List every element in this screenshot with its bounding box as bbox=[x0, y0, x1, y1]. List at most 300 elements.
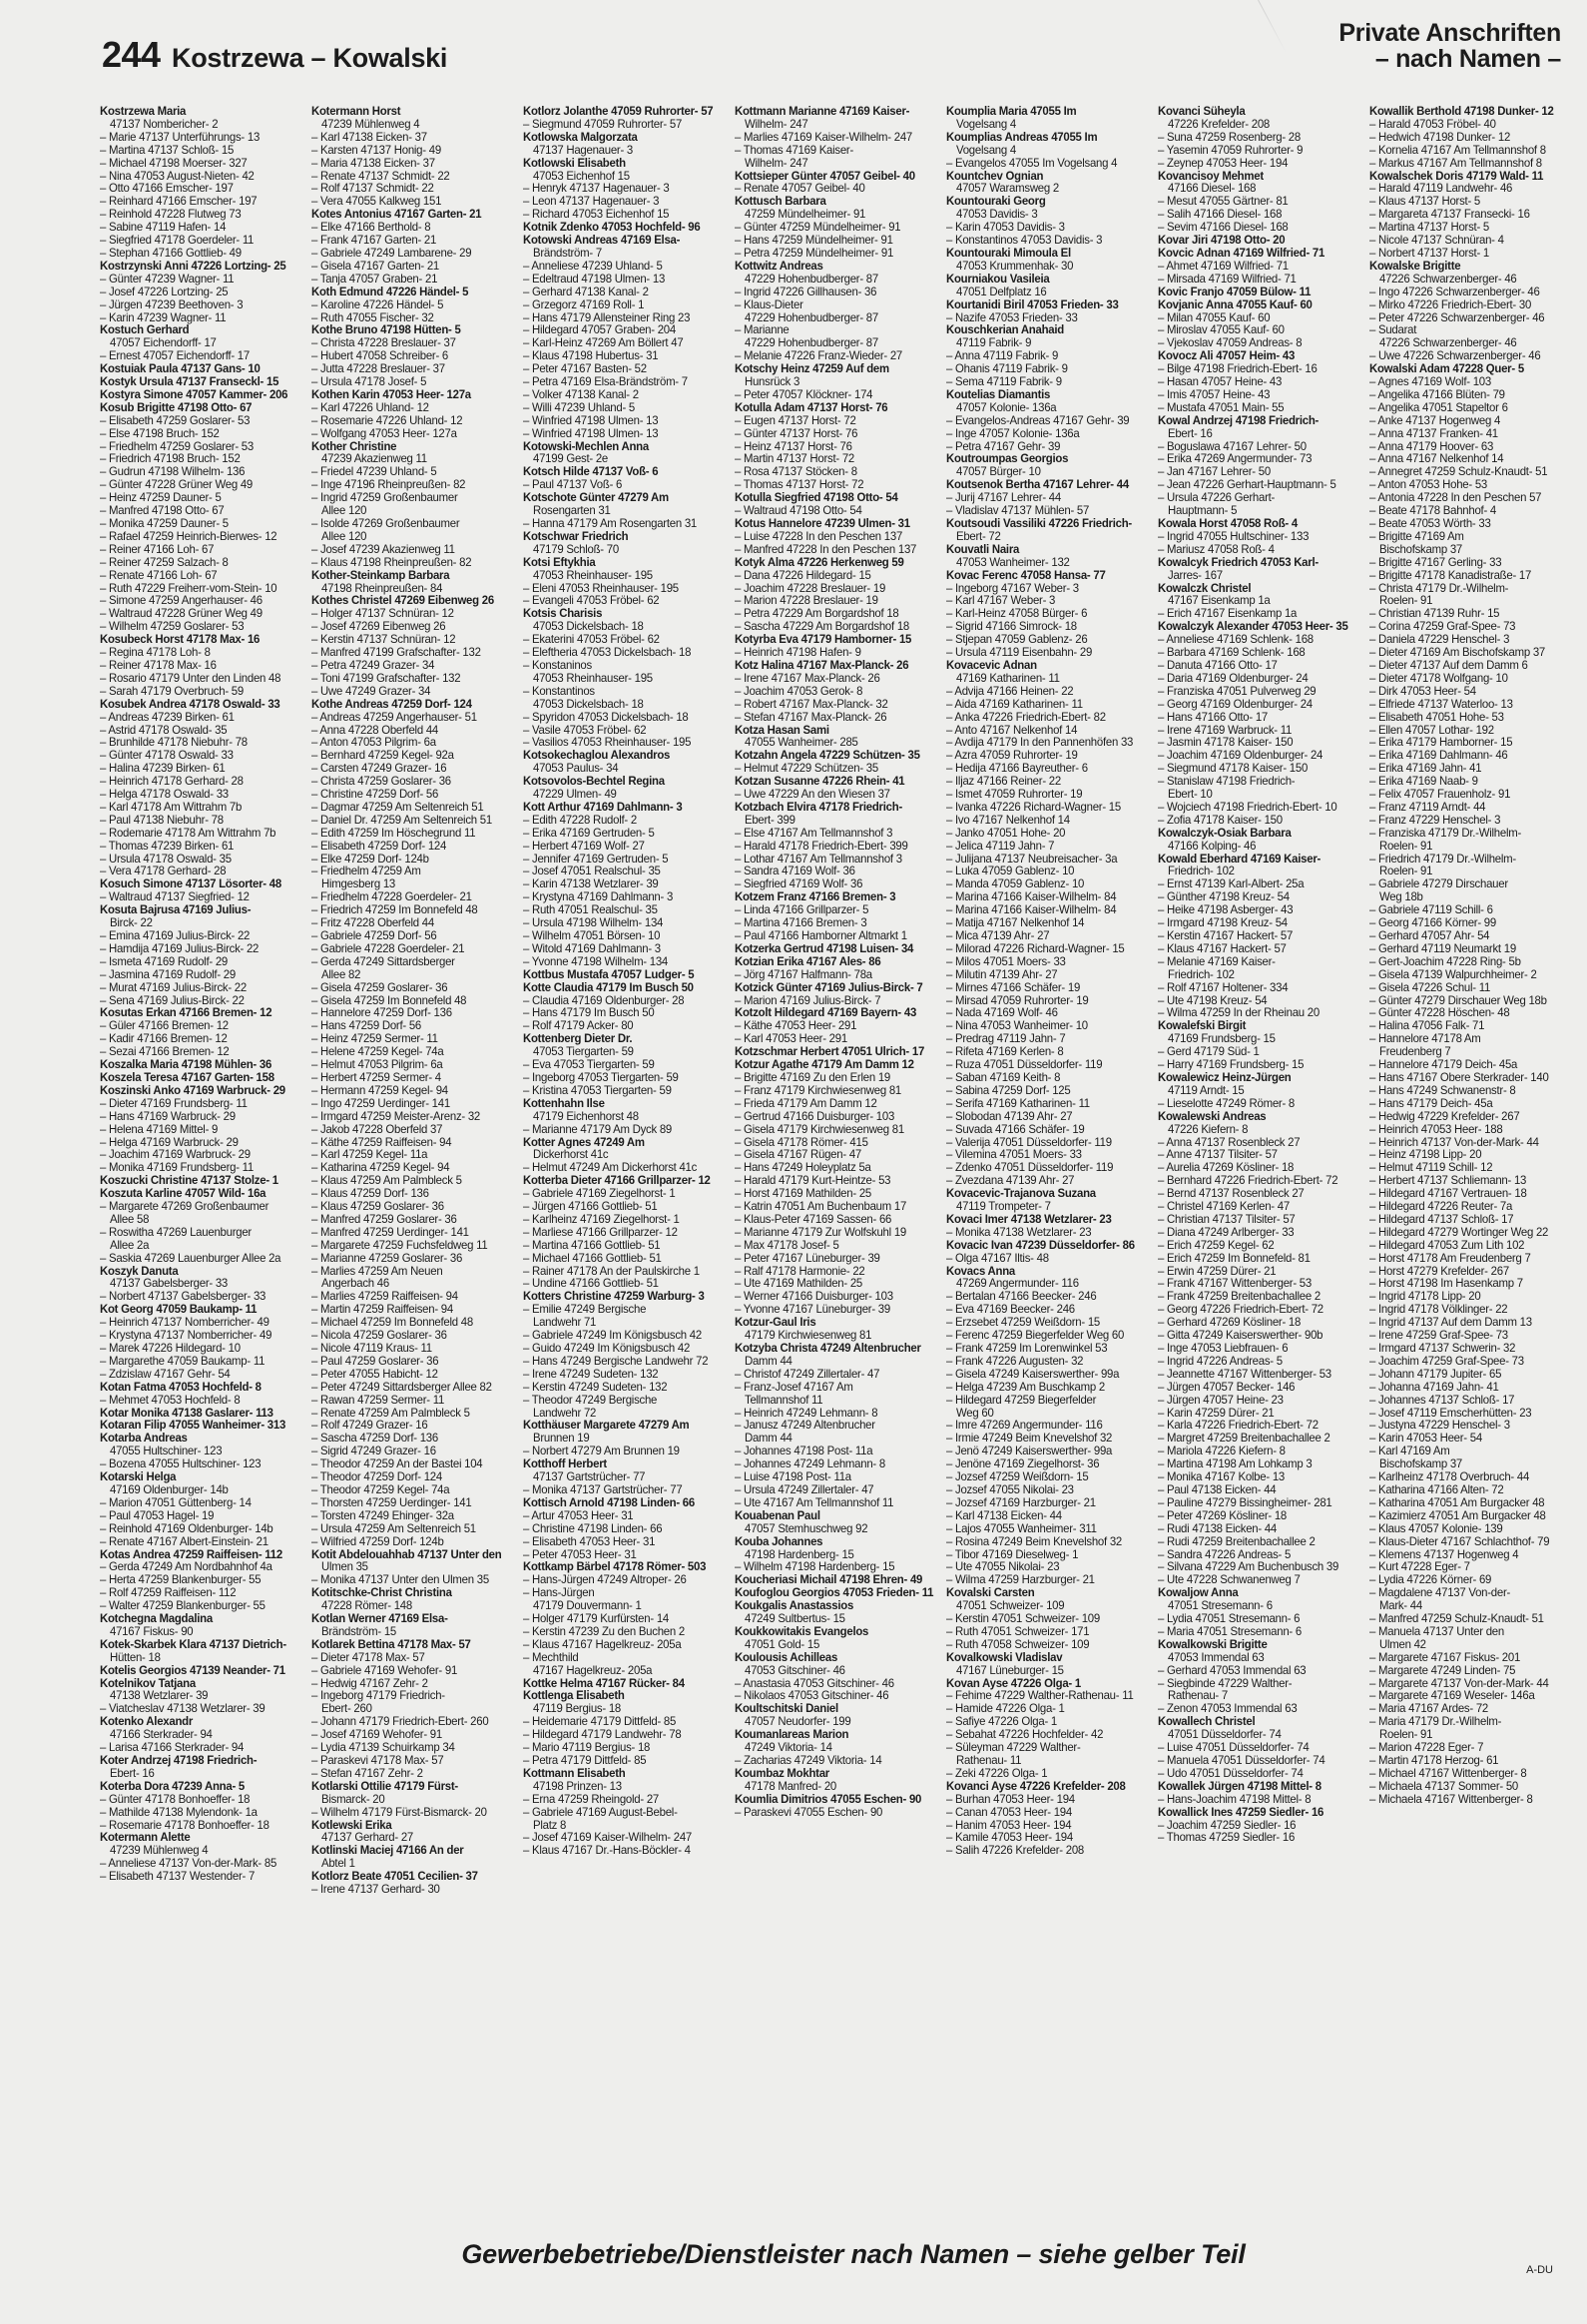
directory-entry: – Käthe 47259 Raiffeisen- 94 bbox=[311, 1136, 452, 1149]
directory-entry: Platz 8 bbox=[533, 1819, 567, 1832]
directory-entry: – Lothar 47167 Am Tellmannshof 3 bbox=[735, 853, 902, 866]
directory-entry: – Hans 47179 Im Busch 50 bbox=[523, 1007, 655, 1020]
directory-entry: 47057 Bürger- 10 bbox=[956, 466, 1041, 479]
directory-entry: 47198 Hardenberg- 15 bbox=[745, 1548, 854, 1561]
directory-entry: – Marina 47166 Kaiser-Wilhelm- 84 bbox=[946, 891, 1117, 904]
directory-entry: – Mechthild bbox=[523, 1651, 579, 1664]
directory-entry: Kountouraki Georg bbox=[946, 196, 1046, 209]
directory-entry: Kowalefski Birgit bbox=[1158, 1020, 1247, 1033]
directory-entry: – Olga 47167 Iltis- 48 bbox=[946, 1252, 1049, 1265]
directory-entry: – Uwe 47229 An den Wiesen 37 bbox=[735, 788, 890, 802]
directory-entry: Kovacs Anna bbox=[946, 1265, 1015, 1278]
directory-entry: – Nada 47169 Wolf- 46 bbox=[946, 1007, 1058, 1020]
directory-entry: – Ursula 47259 Am Seltenreich 51 bbox=[311, 1522, 476, 1535]
directory-entry: – Beate 47053 Wörth- 33 bbox=[1369, 517, 1491, 531]
directory-entry: Kovanci Süheyla bbox=[1158, 106, 1246, 119]
directory-entry: – Monika 47167 Kolbe- 13 bbox=[1158, 1470, 1285, 1484]
directory-entry: – Suvada 47166 Schäfer- 19 bbox=[946, 1123, 1085, 1136]
directory-entry: – Dieter 47169 Frundsberg- 11 bbox=[100, 1097, 248, 1110]
directory-entry: – Harry 47169 Frundsberg- 15 bbox=[1158, 1058, 1305, 1072]
directory-entry: – Luka 47059 Gablenz- 10 bbox=[946, 866, 1075, 878]
directory-entry: – Joachim 47259 Graf-Spee- 73 bbox=[1369, 1355, 1524, 1369]
directory-entry: – Zdzislaw 47167 Gehr- 54 bbox=[100, 1368, 231, 1381]
directory-entry: 47053 Eichenhof 15 bbox=[533, 170, 630, 183]
directory-entry: – Margarete 47167 Fiskus- 201 bbox=[1369, 1651, 1521, 1664]
directory-entry: – Mathilde 47138 Mylendonk- 1a bbox=[100, 1806, 258, 1819]
directory-entry: – Anna 47167 Nelkenhof 14 bbox=[1369, 453, 1504, 466]
directory-entry: – Güler 47166 Bremen- 12 bbox=[100, 1020, 229, 1033]
directory-entry: Kotte Claudia 47179 Im Busch 50 bbox=[523, 981, 694, 994]
directory-entry: – Brigitte 47169 Am bbox=[1369, 530, 1464, 544]
directory-entry: – Käthe 47053 Heer- 291 bbox=[735, 1020, 857, 1033]
directory-entry: – Edith 47259 Im Höschegrund 11 bbox=[311, 827, 476, 840]
directory-entry: – Margarethe 47059 Baukamp- 11 bbox=[100, 1355, 265, 1369]
directory-entry: – Saskia 47269 Lauenburger Allee 2a bbox=[100, 1252, 281, 1265]
directory-entry: – Lydia 47139 Schuirkamp 34 bbox=[311, 1741, 455, 1755]
directory-entry: – Stefan 47167 Zehr- 2 bbox=[311, 1767, 423, 1781]
directory-entry: – Hildegard 47179 Landwehr- 78 bbox=[523, 1729, 682, 1742]
directory-entry: – Helene 47259 Kegel- 74a bbox=[311, 1046, 444, 1059]
directory-entry: – Kurt 47228 Eger- 7 bbox=[1369, 1561, 1470, 1574]
directory-entry: – Jan 47167 Lehrer- 50 bbox=[1158, 466, 1271, 479]
directory-entry: Koterba Dora 47239 Anna- 5 bbox=[100, 1780, 246, 1793]
directory-entry: – Nina 47053 Wanheimer- 10 bbox=[946, 1020, 1088, 1033]
directory-entry: – Zacharias 47249 Viktoria- 14 bbox=[735, 1754, 882, 1768]
directory-entry: – Marion 47228 Eger- 7 bbox=[1369, 1741, 1484, 1755]
directory-entry: – Hans 47167 Obere Sterkrader- 140 bbox=[1369, 1071, 1549, 1085]
directory-entry: – Marianne 47259 Goslarer- 36 bbox=[311, 1252, 463, 1265]
directory-entry: 47167 Eisenkamp 1a bbox=[1168, 595, 1271, 608]
directory-entry: – Sigrid 47166 Simrock- 18 bbox=[946, 621, 1077, 634]
directory-entry: – Marliese 47166 Grillparzer- 12 bbox=[523, 1226, 678, 1239]
directory-entry: – Torsten 47249 Ehinger- 32a bbox=[311, 1509, 454, 1522]
directory-entry: Koufoglou Georgios 47053 Frieden- 11 bbox=[735, 1587, 934, 1600]
directory-entry: Kowald Eberhard 47169 Kaiser- bbox=[1158, 853, 1322, 866]
directory-entry: – Henryk 47137 Hagenauer- 3 bbox=[523, 183, 670, 196]
directory-entry: – Evangelos-Andreas 47167 Gehr- 39 bbox=[946, 414, 1130, 427]
directory-entry: – Anastasia 47053 Gitschiner- 46 bbox=[735, 1677, 894, 1690]
directory-entry: – Aida 47169 Katharinen- 11 bbox=[946, 698, 1083, 711]
directory-entry: 47239 Akazienweg 11 bbox=[321, 453, 427, 466]
directory-entry: Kouba Johannes bbox=[735, 1535, 823, 1548]
directory-entry: – Ursula 47119 Eisenbahn- 29 bbox=[946, 646, 1093, 660]
directory-entry: – Marianne 47179 Zur Wolfskuhl 19 bbox=[735, 1226, 906, 1239]
directory-entry: – Elke 47259 Dorf- 124b bbox=[311, 853, 429, 866]
directory-entry: – Martin 47178 Herzog- 61 bbox=[1369, 1754, 1499, 1768]
directory-entry: – Ingrid 47055 Hultschiner- 133 bbox=[1158, 530, 1310, 544]
directory-entry: – Harald 47179 Kurt-Heintze- 53 bbox=[735, 1175, 891, 1188]
directory-entry: – Renate 47167 Albert-Einstein- 21 bbox=[100, 1535, 268, 1548]
directory-entry: 47269 Angermunder- 116 bbox=[956, 1278, 1079, 1291]
directory-entry: 47137 Hagenauer- 3 bbox=[533, 144, 633, 157]
directory-entry: – Anne 47137 Tilsiter- 57 bbox=[1158, 1149, 1278, 1162]
directory-entry: Koutelias Diamantis bbox=[946, 388, 1051, 402]
directory-entry: – Anna 47137 Rosenbleck 27 bbox=[1158, 1136, 1301, 1149]
directory-entry: 47051 Stresemann- 6 bbox=[1168, 1599, 1273, 1613]
directory-columns bbox=[100, 106, 1575, 2202]
directory-entry: – Ursula 47178 Josef- 5 bbox=[311, 375, 427, 389]
directory-column-2 bbox=[311, 106, 517, 2202]
directory-entry: – Agnes 47169 Wolf- 103 bbox=[1369, 375, 1491, 389]
directory-entry: – Rosa 47137 Stöcken- 8 bbox=[735, 466, 857, 479]
directory-entry: 47179 Schloß- 70 bbox=[533, 543, 619, 556]
directory-entry: 47138 Wetzlarer- 39 bbox=[110, 1690, 209, 1703]
directory-entry: 47057 Neudorfer- 199 bbox=[745, 1716, 851, 1729]
directory-entry: – Wilma 47259 Harzburger- 21 bbox=[946, 1574, 1095, 1587]
directory-entry: Kotzan Susanne 47226 Rhein- 41 bbox=[735, 775, 905, 789]
directory-entry: Koumplia Maria 47055 Im bbox=[946, 106, 1077, 119]
directory-entry: – Rosario 47179 Unter den Linden 48 bbox=[100, 672, 281, 685]
directory-entry: – Yvonne 47167 Lüneburger- 39 bbox=[735, 1304, 890, 1317]
directory-entry: – Erich 47259 Kegel- 62 bbox=[1158, 1239, 1275, 1252]
directory-entry: – Else 47167 Am Tellmannshof 3 bbox=[735, 827, 893, 840]
directory-entry: – Helmut 47229 Schützen- 35 bbox=[735, 763, 878, 776]
directory-entry: – Hannelore 47179 Deich- 45a bbox=[1369, 1058, 1518, 1072]
directory-entry: – Klaus-Dieter bbox=[735, 298, 803, 311]
directory-entry: – Anneliese 47239 Uhland- 5 bbox=[523, 260, 663, 273]
directory-entry: – Gudrun 47198 Wilhelm- 136 bbox=[100, 466, 246, 479]
directory-entry: – Bozena 47055 Hultschiner- 123 bbox=[100, 1458, 262, 1471]
directory-entry: – Peter 47057 Klöckner- 174 bbox=[735, 388, 873, 402]
directory-entry: Angerbach 46 bbox=[321, 1278, 389, 1291]
directory-entry: 47051 Schweizer- 109 bbox=[956, 1599, 1065, 1613]
directory-entry: Kovan Ayse 47226 Olga- 1 bbox=[946, 1677, 1081, 1690]
directory-entry: – Aurelia 47269 Kösliner- 18 bbox=[1158, 1162, 1295, 1175]
directory-entry: Kotchegna Magdalina bbox=[100, 1612, 213, 1626]
directory-entry: 47226 Kiefern- 8 bbox=[1168, 1123, 1249, 1136]
directory-entry: – Evangelos 47055 Im Vogelsang 4 bbox=[946, 157, 1118, 170]
directory-entry: – Karin 47053 Heer- 54 bbox=[1369, 1433, 1482, 1446]
directory-entry: – Witold 47169 Dahlmann- 3 bbox=[523, 942, 661, 956]
directory-entry: – Viatcheslav 47138 Wetzlarer- 39 bbox=[100, 1703, 265, 1716]
directory-entry: – Erika 47169 Jahn- 41 bbox=[1369, 763, 1482, 776]
directory-entry: – Angelika 47051 Stapeltor 6 bbox=[1369, 401, 1508, 414]
directory-entry: Kotschwar Friedrich bbox=[523, 530, 629, 544]
directory-entry: 47053 Immendal 63 bbox=[1168, 1651, 1265, 1664]
directory-entry: – Irene 47259 Graf-Spee- 73 bbox=[1369, 1329, 1508, 1343]
directory-entry: Kowallik Berthold 47198 Dunker- 12 bbox=[1369, 106, 1554, 119]
directory-entry: Kotyrba Eva 47179 Hamborner- 15 bbox=[735, 634, 912, 647]
directory-entry: Wilhelm- 247 bbox=[745, 118, 808, 132]
directory-entry: Kowalski Adam 47228 Quer- 5 bbox=[1369, 362, 1524, 376]
directory-entry: 47053 Krummenhak- 30 bbox=[956, 260, 1074, 273]
directory-entry: – Heidemarie 47179 Dittfeld- 85 bbox=[523, 1716, 677, 1729]
directory-entry: – Daniela 47229 Henschel- 3 bbox=[1369, 634, 1510, 647]
directory-entry: Kotas Andrea 47259 Raiffeisen- 112 bbox=[100, 1548, 282, 1561]
directory-entry: – Hildegard 47137 Schloß- 17 bbox=[1369, 1213, 1514, 1227]
directory-entry: – Antonia 47228 In den Peschen 57 bbox=[1369, 492, 1542, 505]
directory-entry: – Heinrich 47249 Lehmann- 8 bbox=[735, 1407, 878, 1420]
directory-entry: Kotaran Filip 47055 Wanheimer- 313 bbox=[100, 1420, 286, 1433]
directory-entry: – Erzsebet 47259 Weißdorn- 15 bbox=[946, 1317, 1100, 1330]
directory-entry: – Helena 47169 Mittel- 9 bbox=[100, 1123, 219, 1136]
directory-entry: – Karl 47178 Am Wittrahm 7b bbox=[100, 801, 243, 815]
directory-entry: – Dana 47226 Hildegard- 15 bbox=[735, 569, 871, 582]
directory-entry: – Sezai 47166 Bremen- 12 bbox=[100, 1046, 230, 1059]
directory-entry: – Frieda 47179 Am Damm 12 bbox=[735, 1097, 877, 1110]
directory-entry: – Iljaz 47166 Reiner- 22 bbox=[946, 775, 1061, 789]
directory-entry: – Rolf 47249 Grazer- 16 bbox=[311, 1420, 428, 1433]
directory-entry: – Ute 47198 Kreuz- 54 bbox=[1158, 994, 1268, 1007]
directory-entry: – Marek 47226 Hildegard- 10 bbox=[100, 1342, 241, 1356]
directory-entry: – Gisela 47167 Rügen- 47 bbox=[735, 1149, 861, 1162]
directory-entry: Himgesberg 13 bbox=[321, 878, 395, 891]
directory-entry: – Klaus-Dieter 47167 Schlachthof- 79 bbox=[1369, 1535, 1550, 1548]
directory-entry: – Anna 47228 Oberfeld 44 bbox=[311, 724, 438, 737]
directory-entry: – Imre 47269 Angermunder- 116 bbox=[946, 1420, 1103, 1433]
directory-entry: Kotan Fatma 47053 Hochfeld- 8 bbox=[100, 1381, 262, 1394]
directory-entry: – Petra 47259 Mündelheimer- 91 bbox=[735, 247, 894, 261]
directory-entry: – Christa 47228 Breslauer- 37 bbox=[311, 337, 456, 350]
directory-entry: 47239 Mühlenweg 4 bbox=[321, 118, 420, 132]
directory-entry: – Ferenc 47259 Biegerfelder Weg 60 bbox=[946, 1329, 1125, 1343]
directory-entry: 47051 Gold- 15 bbox=[745, 1638, 820, 1651]
directory-entry: – Gisela 47259 Im Bonnefeld 48 bbox=[311, 994, 467, 1007]
directory-entry: – Christel 47169 Kerlen- 47 bbox=[1158, 1200, 1290, 1214]
directory-entry: – Dieter 47178 Max- 57 bbox=[311, 1651, 425, 1664]
directory-entry: – Konstantinos 47053 Davidis- 3 bbox=[946, 234, 1103, 248]
directory-entry: – Heinz 47259 Sermer- 11 bbox=[311, 1033, 438, 1046]
directory-entry: Kowalewicz Heinz-Jürgen bbox=[1158, 1071, 1292, 1085]
directory-entry: Ebert- 16 bbox=[1168, 427, 1213, 440]
directory-entry: Kotermann Alette bbox=[100, 1832, 191, 1845]
directory-entry: – Helga 47239 Am Buschkamp 2 bbox=[946, 1381, 1105, 1394]
directory-entry: – Jenöne 47169 Ziegelhorst- 36 bbox=[946, 1458, 1100, 1471]
directory-entry: – Advija 47166 Heinen- 22 bbox=[946, 685, 1074, 698]
directory-entry: Kotowski Andreas 47169 Elsa- bbox=[523, 234, 681, 248]
directory-entry: Kotar Monika 47138 Gaslarer- 113 bbox=[100, 1407, 273, 1420]
directory-entry: – Peter 47226 Schwarzenberger- 46 bbox=[1369, 311, 1545, 324]
directory-entry: – Hans 47166 Otto- 17 bbox=[1158, 711, 1268, 724]
directory-entry: Kowalczyk-Osiak Barbara bbox=[1158, 827, 1292, 840]
directory-entry: – Erika 47169 Gertruden- 5 bbox=[523, 827, 655, 840]
directory-entry: – Heinrich 47137 Nomberricher- 49 bbox=[100, 1317, 269, 1330]
directory-entry: Kountchev Ognian bbox=[946, 170, 1044, 183]
directory-entry: – Sandra 47226 Andreas- 5 bbox=[1158, 1548, 1292, 1561]
directory-entry: Kotthäuser Margarete 47279 Am bbox=[523, 1420, 690, 1433]
directory-entry: – Vilemina 47051 Moers- 33 bbox=[946, 1149, 1082, 1162]
directory-entry: 47199 Gest- 2e bbox=[533, 453, 609, 466]
directory-entry: – Safiye 47226 Olga- 1 bbox=[946, 1716, 1058, 1729]
directory-entry: 47053 Rheinhauser- 195 bbox=[533, 672, 653, 685]
directory-entry: – Helga 47178 Oswald- 33 bbox=[100, 788, 229, 802]
directory-entry: – Peter 47269 Kösliner- 18 bbox=[1158, 1509, 1288, 1522]
directory-entry: Kowalewski Andreas bbox=[1158, 1110, 1267, 1123]
directory-entry: – Irene 47169 Warbruck- 11 bbox=[1158, 724, 1293, 737]
directory-entry: – Gerhard 47053 Immendal 63 bbox=[1158, 1664, 1307, 1677]
directory-entry: – Barbara 47169 Schlenk- 168 bbox=[1158, 646, 1306, 660]
directory-entry: – Josef 47269 Eibenweg 26 bbox=[311, 621, 446, 634]
directory-entry: – Sema 47119 Fabrik- 9 bbox=[946, 375, 1062, 389]
page-header bbox=[0, 0, 1587, 95]
directory-entry: – Hannelore 47178 Am bbox=[1369, 1033, 1481, 1046]
directory-entry: – Justyna 47229 Henschel- 3 bbox=[1369, 1420, 1510, 1433]
directory-entry: – Ernest 47057 Eichendorff- 17 bbox=[100, 350, 250, 363]
directory-entry: – Melanie 47169 Kaiser- bbox=[1158, 955, 1276, 968]
directory-entry: – Suna 47259 Rosenberg- 28 bbox=[1158, 131, 1301, 144]
directory-entry: – Ursula 47198 Wilhelm- 134 bbox=[523, 916, 664, 930]
directory-entry: 47053 Tiergarten- 59 bbox=[533, 1046, 634, 1059]
directory-entry: – Joachim 47169 Oldenburger- 24 bbox=[1158, 750, 1323, 763]
directory-entry: 47229 Hohenbudberger- 87 bbox=[745, 311, 878, 324]
directory-entry: Kott Arthur 47169 Dahlmann- 3 bbox=[523, 801, 683, 815]
directory-entry: – Silvana 47229 Am Buchenbusch 39 bbox=[1158, 1561, 1339, 1574]
directory-entry: – Marina 47166 Kaiser-Wilhelm- 84 bbox=[946, 904, 1117, 917]
directory-entry: Kotyk Alma 47226 Herkenweg 59 bbox=[735, 556, 904, 569]
directory-entry: Kotsch Hilde 47137 Voß- 6 bbox=[523, 466, 659, 479]
directory-entry: – Miroslav 47055 Kauf- 60 bbox=[1158, 324, 1285, 337]
directory-entry: – Joachim 47169 Warbruck- 29 bbox=[100, 1149, 251, 1162]
directory-entry: – Theodor 47249 Bergische bbox=[523, 1394, 658, 1407]
directory-entry: – Katharina 47051 Am Burgacker 48 bbox=[1369, 1496, 1545, 1509]
directory-entry: Kotek-Skarbek Klara 47137 Dietrich- bbox=[100, 1638, 286, 1651]
directory-entry: – Karin 47259 Dürer- 21 bbox=[1158, 1407, 1275, 1420]
directory-entry: – Elisabeth 47259 Goslarer- 53 bbox=[100, 414, 251, 427]
directory-entry: – Robert 47167 Max-Planck- 32 bbox=[735, 698, 888, 711]
directory-entry: – Saban 47169 Keith- 8 bbox=[946, 1071, 1061, 1085]
directory-entry: – Ingeborg 47167 Weber- 3 bbox=[946, 582, 1079, 595]
directory-entry: Koszalka Maria 47198 Mühlen- 36 bbox=[100, 1058, 272, 1072]
directory-entry: – Karin 47138 Wetzlarer- 39 bbox=[523, 878, 659, 891]
directory-entry: – Jozsef 47055 Nikolai- 23 bbox=[946, 1483, 1074, 1497]
directory-entry: – Ingrid 47259 Großenbaumer bbox=[311, 492, 458, 505]
directory-entry: – Mirsada 47169 Wilfried- 71 bbox=[1158, 273, 1297, 286]
directory-entry: – Günter 47178 Oswald- 33 bbox=[100, 750, 234, 763]
directory-entry: – Margarete 47169 Weseler- 146a bbox=[1369, 1690, 1535, 1703]
directory-entry: – Gerd 47179 Süd- 1 bbox=[1158, 1046, 1260, 1059]
directory-entry: – Marion 47169 Julius-Birck- 7 bbox=[735, 994, 881, 1007]
directory-entry: 47249 Sultbertus- 15 bbox=[745, 1612, 845, 1626]
directory-entry: – Josef 47119 Emscherhütten- 23 bbox=[1369, 1407, 1532, 1420]
directory-entry: – Klemens 47137 Hogenweg 4 bbox=[1369, 1548, 1519, 1561]
directory-entry: Kotz Halina 47167 Max-Planck- 26 bbox=[735, 659, 909, 673]
corner-code: A-DU bbox=[1526, 2264, 1553, 2276]
directory-entry: 47166 Kolping- 46 bbox=[1168, 840, 1257, 853]
directory-entry: – Gisela 47178 Römer- 415 bbox=[735, 1136, 868, 1149]
directory-entry: – Waltraud 47137 Siegfried- 12 bbox=[100, 891, 250, 904]
directory-entry: – Anneliese 47169 Schlenk- 168 bbox=[1158, 634, 1314, 647]
directory-entry: Kotzolt Hildegard 47169 Bayern- 43 bbox=[735, 1007, 917, 1020]
directory-entry: – Anke 47137 Hogenweg 4 bbox=[1369, 414, 1501, 427]
directory-entry: – Maria 47051 Stresemann- 6 bbox=[1158, 1625, 1302, 1639]
directory-entry: – Dagmar 47259 Am Seltenreich 51 bbox=[311, 801, 484, 815]
directory-entry: – Lydia 47051 Stresemann- 6 bbox=[1158, 1612, 1301, 1626]
directory-entry: – Renate 47166 Loh- 67 bbox=[100, 569, 218, 582]
directory-entry: – Spyridon 47053 Dickelsbach- 18 bbox=[523, 711, 689, 724]
directory-entry: – Petra 47169 Elsa-Brändström- 7 bbox=[523, 375, 688, 389]
directory-entry: Kottwitz Andreas bbox=[735, 260, 823, 273]
directory-entry: – Sascha 47259 Dorf- 136 bbox=[311, 1433, 438, 1446]
directory-entry: 47053 Wanheimer- 132 bbox=[956, 556, 1070, 569]
directory-entry: – Felix 47057 Frauenholz- 91 bbox=[1369, 788, 1511, 802]
directory-entry: – Elke 47166 Berthold- 8 bbox=[311, 222, 431, 235]
directory-entry: – Christian 47139 Ruhr- 15 bbox=[1369, 608, 1500, 621]
directory-entry: – Jozsef 47169 Harzburger- 21 bbox=[946, 1496, 1096, 1509]
directory-entry: – Gerda 47249 Am Nordbahnhof 4a bbox=[100, 1561, 272, 1574]
directory-entry: Kovaci Imer 47138 Wetzlarer- 23 bbox=[946, 1213, 1112, 1227]
directory-entry: – Udo 47051 Düsseldorfer- 74 bbox=[1158, 1767, 1304, 1781]
directory-entry: Kotarba Andreas bbox=[100, 1433, 188, 1446]
directory-entry: – Günter 47178 Bonhoeffer- 18 bbox=[100, 1793, 251, 1806]
directory-entry: Kotelis Georgios 47139 Neander- 71 bbox=[100, 1664, 285, 1677]
directory-entry: – Kerstin 47167 Hackert- 57 bbox=[1158, 929, 1294, 943]
directory-entry: – Ernst 47139 Karl-Albert- 25a bbox=[1158, 878, 1305, 891]
directory-entry: – Gitta 47249 Kaiserswerther- 90b bbox=[1158, 1329, 1323, 1343]
directory-entry: 47053 Paulus- 34 bbox=[533, 763, 619, 776]
directory-entry: – Manfred 47199 Grafschafter- 132 bbox=[311, 646, 481, 660]
directory-entry: 47179 Eichenhorst 48 bbox=[533, 1110, 639, 1123]
directory-entry: – Wilhelm 47051 Börsen- 10 bbox=[523, 929, 661, 943]
directory-entry: – Ruth 47051 Realschul- 35 bbox=[523, 904, 658, 917]
directory-entry: Kotus Hannelore 47239 Ulmen- 31 bbox=[735, 517, 910, 531]
directory-entry: Kovic Franjo 47059 Bülow- 11 bbox=[1158, 286, 1312, 298]
directory-entry: 47053 Davidis- 3 bbox=[956, 209, 1038, 222]
directory-entry: Kouabenan Paul bbox=[735, 1509, 820, 1522]
directory-entry: – Hildegard 47259 Biegerfelder bbox=[946, 1394, 1097, 1407]
directory-entry: – Melanie 47226 Franz-Wieder- 27 bbox=[735, 350, 903, 363]
directory-entry: 47119 Arndt- 15 bbox=[1168, 1084, 1245, 1097]
directory-entry: – Carsten 47249 Grazer- 16 bbox=[311, 763, 447, 776]
directory-entry: Kotlowski Elisabeth bbox=[523, 157, 626, 170]
directory-entry: Kotulla Adam 47137 Horst- 76 bbox=[735, 401, 888, 414]
directory-entry: – Gisela 47167 Garten- 21 bbox=[311, 260, 439, 273]
directory-entry: 47053 Gitschiner- 46 bbox=[745, 1664, 845, 1677]
directory-entry: – Katrin 47051 Am Buchenbaum 17 bbox=[735, 1200, 907, 1214]
directory-entry: – Mirnes 47166 Schäfer- 19 bbox=[946, 981, 1081, 994]
directory-entry: – Stjepan 47059 Gablenz- 26 bbox=[946, 634, 1088, 647]
directory-entry: Kovalkowski Vladislav bbox=[946, 1651, 1063, 1664]
directory-entry: Kotzschmar Herbert 47051 Ulrich- 17 bbox=[735, 1046, 925, 1059]
directory-entry: – Volker 47138 Kanal- 2 bbox=[523, 388, 639, 402]
directory-entry: Kowallek Jürgen 47198 Mittel- 8 bbox=[1158, 1780, 1322, 1793]
directory-entry: – Jurij 47167 Lehrer- 44 bbox=[946, 492, 1061, 505]
directory-entry: – Jürgen 47057 Becker- 146 bbox=[1158, 1381, 1296, 1394]
directory-entry: Wilhelm- 247 bbox=[745, 157, 808, 170]
directory-entry: Kothen Karin 47053 Heer- 127a bbox=[311, 388, 471, 402]
directory-entry: – Hans 47259 Dorf- 56 bbox=[311, 1020, 421, 1033]
directory-entry: – Michaela 47167 Wittenberger- 8 bbox=[1369, 1793, 1533, 1806]
directory-entry: Kostrzynski Anni 47226 Lortzing- 25 bbox=[100, 260, 286, 273]
directory-entry: Kovjanic Anna 47055 Kauf- 60 bbox=[1158, 298, 1313, 311]
directory-entry: – Günter 47279 Dirschauer Weg 18b bbox=[1369, 994, 1547, 1007]
directory-entry: Roelen- 91 bbox=[1379, 595, 1433, 608]
directory-entry: – Edeltraud 47198 Ulmen- 13 bbox=[523, 273, 666, 286]
directory-entry: – Zenon 47053 Immendal 63 bbox=[1158, 1703, 1298, 1716]
directory-entry: Kothes Christel 47269 Eibenweg 26 bbox=[311, 595, 494, 608]
directory-entry: Damm 44 bbox=[745, 1433, 793, 1446]
directory-entry: – Karl-Heinz 47058 Bürger- 6 bbox=[946, 608, 1088, 621]
directory-entry: – Jenö 47249 Kaiserswerther- 99a bbox=[946, 1446, 1113, 1458]
directory-entry: – Sudarat bbox=[1369, 324, 1417, 337]
directory-entry: – Manfred 47259 Goslarer- 36 bbox=[311, 1213, 457, 1227]
directory-entry: – Otto 47166 Emscher- 197 bbox=[100, 183, 234, 196]
directory-entry: – Herta 47259 Blankenburger- 55 bbox=[100, 1574, 262, 1587]
directory-entry: – Lajos 47055 Wanheimer- 311 bbox=[946, 1522, 1097, 1535]
directory-entry: Kouschkerian Anahaid bbox=[946, 324, 1065, 337]
directory-entry: 47119 Bergius- 18 bbox=[533, 1703, 621, 1716]
directory-entry: – Bernhard 47259 Kegel- 92a bbox=[311, 750, 454, 763]
directory-entry: – Georg 47166 Körner- 99 bbox=[1369, 916, 1496, 930]
directory-entry: – Elisabeth 47137 Westender- 7 bbox=[100, 1871, 256, 1884]
directory-entry: – Larisa 47166 Sterkrader- 94 bbox=[100, 1741, 245, 1755]
directory-entry: – Mesut 47055 Gärtner- 81 bbox=[1158, 196, 1289, 209]
directory-entry: 47198 Rheinpreußen- 84 bbox=[321, 582, 443, 595]
directory-entry: – Michael 47166 Gottlieb- 51 bbox=[523, 1252, 662, 1265]
directory-entry: – Ekaterini 47053 Fröbel- 62 bbox=[523, 634, 660, 647]
directory-entry: Kotnik Zdenko 47053 Hochfeld- 96 bbox=[523, 222, 701, 235]
directory-entry: – Ohanis 47119 Fabrik- 9 bbox=[946, 362, 1068, 376]
directory-entry: Kotlewski Erika bbox=[311, 1819, 392, 1832]
